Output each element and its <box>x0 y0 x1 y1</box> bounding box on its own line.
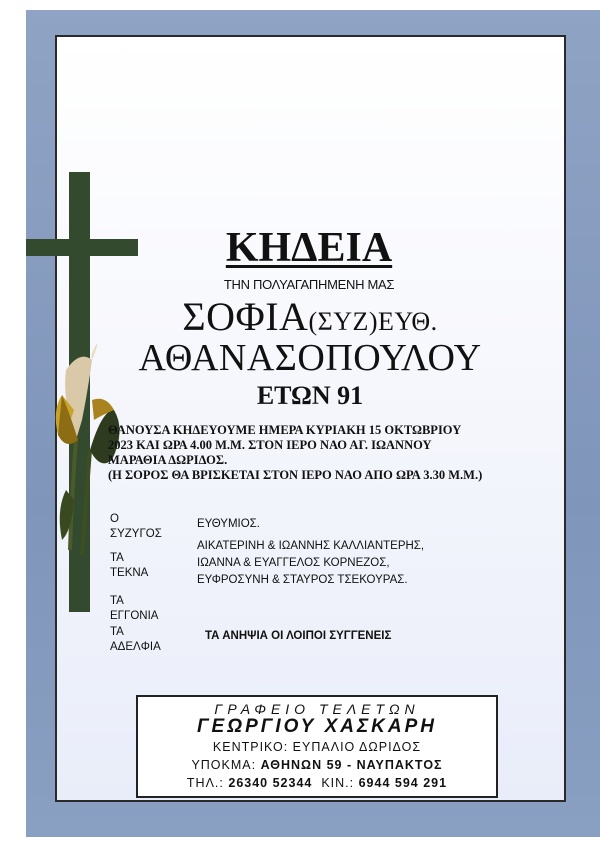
subtitle: ΤΗΝ ΠΟΛΥΑΓΑΠΗΜΕΝΗ ΜΑΣ <box>223 277 395 292</box>
office-phones: ΤΗΛ.: 26340 52344 ΚΙΝ.: 6944 594 291 <box>186 776 448 790</box>
children-2: ΙΩΑΝΝΑ & ΕΥΑΓΓΕΛΟΣ ΚΟΡΝΕΖΟΣ, <box>197 557 390 569</box>
spouse-value: ΕΥΘΥΜΙΟΣ. <box>197 518 260 530</box>
deceased-age: ΕΤΩΝ 91 <box>256 381 364 410</box>
office-heading: ΓΡΑΦΕΙΟ ΤΕΛΕΤΩΝ <box>214 701 420 717</box>
siblings-label-1: ΤΑ <box>110 626 124 638</box>
grandchildren-label-1: ΤΑ <box>110 595 124 607</box>
title: ΚΗΔΕΙΑ <box>225 225 393 271</box>
children-3: ΕΥΦΡΟΣΥΝΗ & ΣΤΑΥΡΟΣ ΤΣΕΚΟΥΡΑΣ. <box>197 574 408 586</box>
funeral-notice <box>108 423 548 483</box>
children-1: ΑΙΚΑΤΕΡΙΝΗ & ΙΩΑΝΝΗΣ ΚΑΛΛΙΑΝΤΕΡΗΣ, <box>197 540 425 552</box>
notice-line-2: 2023 ΚΑΙ ΩΡΑ 4.00 Μ.Μ. ΣΤΟΝ ΙΕΡΟ ΝΑΟ ΑΓ. ΙΩΑΝΝΟΥ <box>108 438 432 452</box>
office-name: ΓΕΩΡΓΙΟΥ ΧΑΣΚΑΡΗ <box>196 716 438 737</box>
notice-line-3: ΜΑΡΑΘΙΑ ΔΩΡΙΔΟΣ. <box>108 453 228 467</box>
spouse-label-2: ΣΥΖΥΓΟΣ <box>110 528 162 540</box>
siblings-label-2: ΑΔΕΛΦΙΑ <box>110 641 161 653</box>
children-label-1: ΤΑ <box>110 552 124 564</box>
spouse-label-1: Ο <box>110 513 119 525</box>
office-branch: ΥΠΟΚΜΑ: ΑΘΗΝΩΝ 59 - ΝΑΥΠΑΚΤΟΣ <box>191 758 443 772</box>
grandchildren-label-2: ΕΓΓΟΝΙΑ <box>110 610 159 622</box>
notice-line-1: ΘΑΝΟΥΣΑ ΚΗΔΕΥΟΥΜΕ ΗΜΕΡΑ ΚΥΡΙΑΚΗ 15 ΟΚΤΩΒΡΙΟΥ <box>108 423 462 437</box>
deceased-name: ΣΟΦΙΑ(ΣΥΖ)ΕΥΘ. <box>182 294 438 339</box>
funeral-office-box <box>136 695 498 798</box>
deceased-surname: ΑΘΑΝΑΣΟΠΟΥΛΟΥ <box>138 337 482 379</box>
office-main-branch: ΚΕΝΤΡΙΚΟ: ΕΥΠΑΛΙΟ ΔΩΡΙΔΟΣ <box>212 740 422 754</box>
notice-line-4: (Η ΣΟΡΟΣ ΘΑ ΒΡΙΣΚΕΤΑΙ ΣΤΟΝ ΙΕΡΟ ΝΑΟ ΑΠΟ ΩΡΑ 3.30 Μ.Μ.) <box>108 468 483 482</box>
other-relatives: ΤΑ ΑΝΗΨΙΑ ΟΙ ΛΟΙΠΟΙ ΣΥΓΓΕΝΕΙΣ <box>205 630 392 642</box>
children-label-2: ΤΕΚΝΑ <box>110 567 149 579</box>
